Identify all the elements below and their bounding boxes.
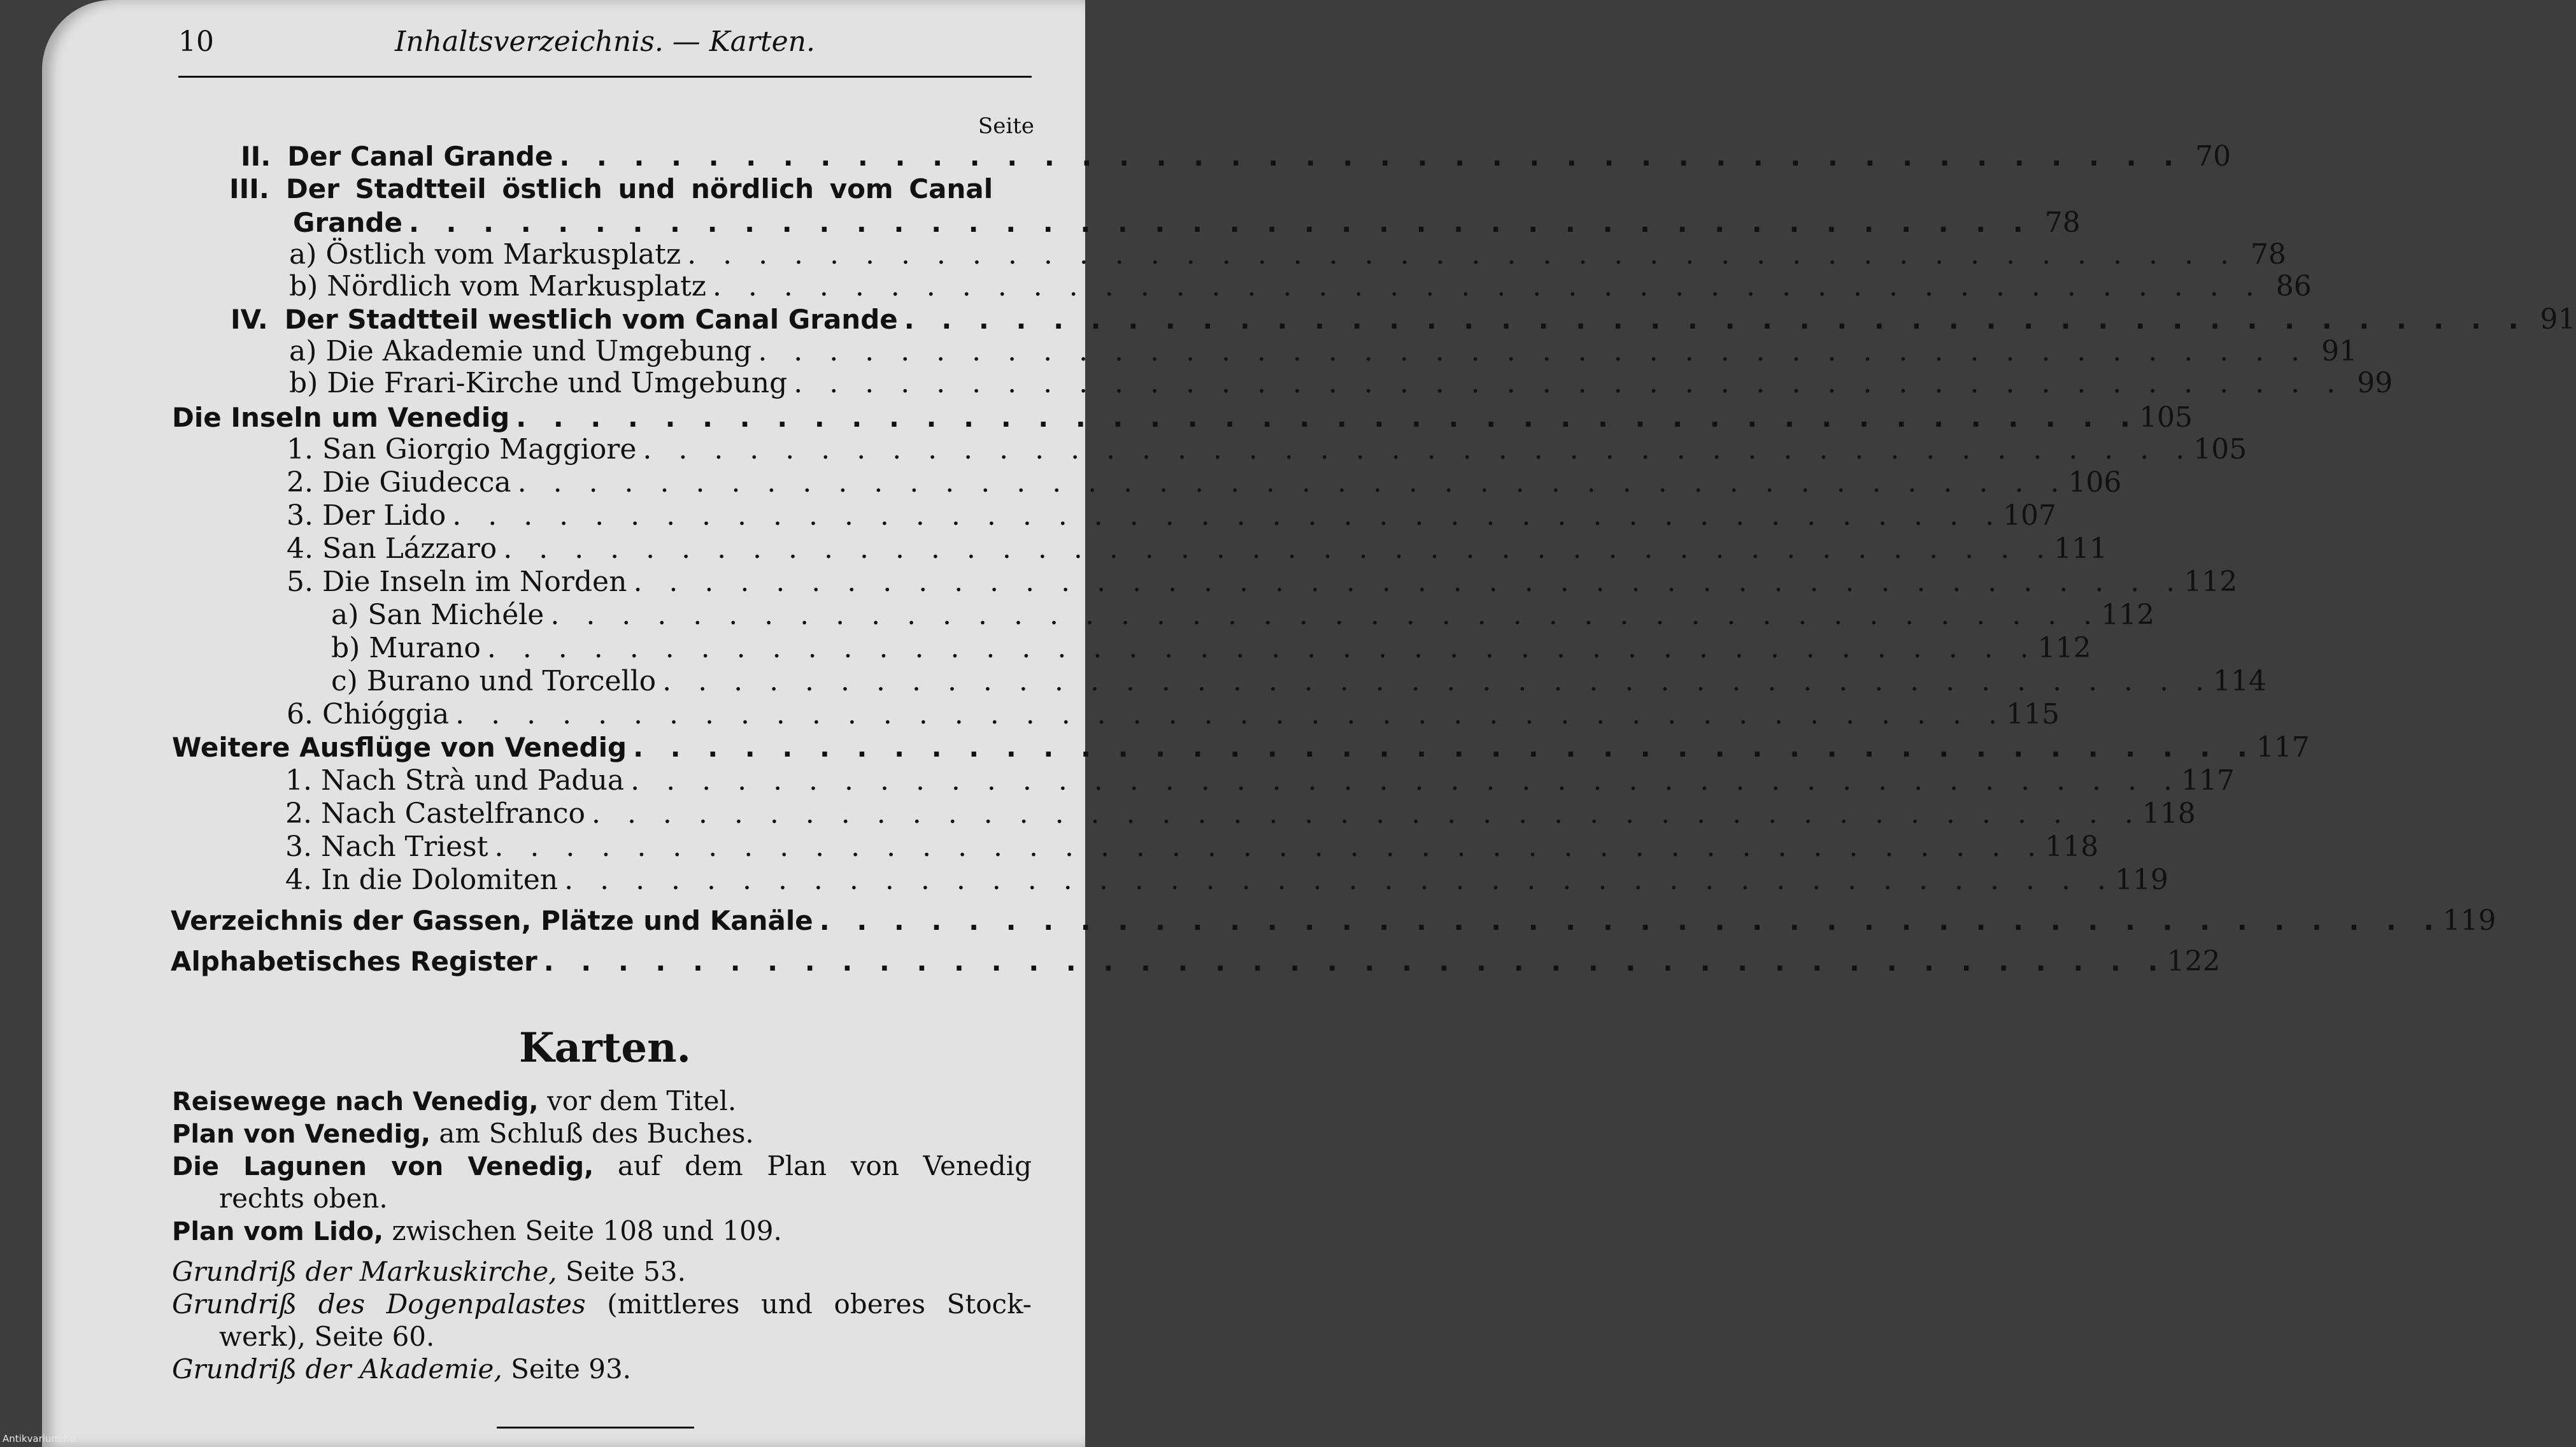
- toc-entry: [287, 698, 2060, 731]
- toc-entry: [331, 599, 2155, 632]
- toc-entry: [285, 864, 2168, 897]
- toc-entry: [285, 830, 2099, 864]
- toc-label: a) Die Akademie und Umgebung: [289, 335, 752, 367]
- map-entry: [172, 1256, 1032, 1287]
- toc-entry: [241, 140, 2231, 173]
- toc-entry: [287, 433, 2247, 466]
- end-rule: [497, 1427, 694, 1429]
- map-entry: [172, 1150, 1032, 1181]
- plan-title: Grundriß der Akademie,: [172, 1353, 502, 1385]
- leader-dots: . . . . . . . . . . . . . . . . . . . . . . . . . . . . . . . . . . . . . . . . . . . .: [793, 367, 2345, 399]
- toc-label: Die Inseln um Venedig: [172, 402, 510, 433]
- toc-label: 1. Nach Strà und Padua: [285, 764, 625, 797]
- toc-page: 122: [2167, 945, 2221, 978]
- toc-entry: [293, 206, 2081, 239]
- toc-entry: [231, 303, 2576, 336]
- toc-entry: [287, 466, 2122, 499]
- leader-dots: . . . . . . . . . . . . . . . . . . . . . . . . . . . . . . . . . . . . . . . . . . . .: [687, 238, 2238, 271]
- toc-entry: [289, 335, 2358, 368]
- toc-entry: [285, 764, 2235, 797]
- toc-label: 3. Nach Triest: [285, 830, 488, 863]
- toc-page: 114: [2212, 665, 2266, 697]
- toc-page: 105: [2138, 401, 2193, 434]
- leader-dots: . . . . . . . . . . . . . . . . . . . . . . . . . . . . . . . . . . . . . . . . . . . .: [517, 466, 2068, 499]
- toc-section: [171, 945, 2221, 978]
- plan-location: Seite 53.: [557, 1256, 686, 1287]
- toc-label: a) San Michéle: [331, 599, 544, 631]
- toc-page: 117: [2181, 764, 2235, 797]
- leader-dots: . . . . . . . . . . . . . . . . . . . . . . . . . . . . . . . . . . . . . . . . . . . .: [543, 946, 2167, 977]
- toc-label: b) Nördlich vom Markusplatz: [289, 270, 706, 303]
- map-location: vor dem Titel.: [538, 1085, 737, 1116]
- map-entry: [172, 1215, 1032, 1246]
- toc-page: 112: [2184, 566, 2238, 598]
- page-number: 10: [178, 25, 214, 58]
- toc-section: [172, 401, 2193, 434]
- map-location: zwischen Seite 108 und 109.: [383, 1215, 782, 1246]
- leader-dots: . . . . . . . . . . . . . . . . . . . . . . . . . . . . . . . . . . . . . . . . . . . .: [550, 599, 2102, 631]
- map-location: am Schluß des Buches.: [431, 1118, 754, 1149]
- toc-label: 4. In die Dolomiten: [285, 864, 559, 896]
- toc-page: 70: [2195, 140, 2231, 173]
- toc-page: 78: [2250, 238, 2286, 271]
- toc-section: [171, 904, 2496, 937]
- leader-dots: . . . . . . . . . . . . . . . . . . . . . . . . . . . . . . . . . . . . . . . . . . . .: [455, 698, 2006, 731]
- toc-label: Alphabetisches Register: [171, 946, 537, 977]
- toc-page: 118: [2142, 797, 2196, 830]
- leader-dots: . . . . . . . . . . . . . . . . . . . . . . . . . . . . . . . . . . . . . . . . . . . .: [516, 402, 2139, 433]
- toc-page: 112: [2101, 599, 2155, 631]
- toc-number: IV.: [231, 304, 268, 335]
- toc-page: 107: [2003, 499, 2057, 532]
- map-entry: [172, 1118, 1032, 1149]
- toc-entry: [287, 532, 2108, 566]
- leader-dots: . . . . . . . . . . . . . . . . . . . . . . . . . . . . . . . . . . . . . . . . . . . .: [559, 141, 2183, 172]
- leader-dots: . . . . . . . . . . . . . . . . . . . . . . . . . . . . . . . . . . . . . . . . . . . .: [591, 797, 2142, 830]
- toc-label: Weitere Ausflüge von Venedig: [172, 732, 627, 763]
- toc-label: Der Stadtteil östlich und nördlich vom Canal: [285, 173, 993, 204]
- toc-page: 91: [2540, 303, 2576, 336]
- leader-dots: . . . . . . . . . . . . . . . . . . . . . . . . . . . . . . . . . . . . . . . . . . . .: [633, 732, 2256, 763]
- toc-page: 119: [2442, 904, 2496, 937]
- toc-entry: [331, 632, 2091, 665]
- map-entry-continuation: werk), Seite 60.: [219, 1321, 435, 1352]
- toc-number: III.: [229, 173, 269, 204]
- map-entry: [172, 1085, 1032, 1116]
- toc-page: 106: [2068, 466, 2122, 499]
- toc-label: Der Stadtteil westlich vom Canal Grande: [284, 304, 898, 335]
- leader-dots: . . . . . . . . . . . . . . . . . . . . . . . . . . . . . . . . . . . . . . . . . . . .: [494, 830, 2046, 863]
- leader-dots: . . . . . . . . . . . . . . . . . . . . . . . . . . . . . . . . . . . . . . . . . . . .: [633, 566, 2184, 598]
- toc-page: 117: [2256, 731, 2310, 764]
- seite-label: Seite: [978, 113, 1034, 139]
- toc-entry: [289, 238, 2286, 271]
- toc-page: 119: [2114, 864, 2168, 896]
- toc-label: Grande: [293, 207, 402, 238]
- toc-label: 5. Die Inseln im Norden: [287, 566, 627, 598]
- toc-label: 2. Die Giudecca: [287, 466, 511, 499]
- leader-dots: . . . . . . . . . . . . . . . . . . . . . . . . . . . . . . . . . . . . . . . . . . . .: [819, 905, 2443, 936]
- map-entry: [172, 1288, 1032, 1320]
- toc-page: 111: [2054, 532, 2108, 565]
- toc-page: 105: [2193, 433, 2247, 466]
- page-header: [178, 25, 1032, 64]
- leader-dots: . . . . . . . . . . . . . . . . . . . . . . . . . . . . . . . . . . . . . . . . . . . .: [630, 764, 2181, 797]
- toc-label: 4. San Lázzaro: [287, 532, 497, 565]
- toc-number: II.: [241, 141, 271, 172]
- leader-dots: . . . . . . . . . . . . . . . . . . . . . . . . . . . . . . . . . . . . . . . . . . . .: [503, 532, 2054, 565]
- plan-location: (mittleres und oberes Stock-: [585, 1288, 1032, 1320]
- leader-dots: . . . . . . . . . . . . . . . . . . . . . . . . . . . . . . . . . . . . . . . . . . . .: [408, 207, 2032, 238]
- header-rule: [178, 76, 1032, 78]
- toc-entry: [289, 270, 2312, 303]
- running-title: Inhaltsverzeichnis. — Karten.: [395, 25, 815, 58]
- toc-entry: [289, 367, 2393, 400]
- toc-entry: [331, 665, 2266, 698]
- watermark: Antikvarium.hu: [3, 1433, 76, 1444]
- leader-dots: . . . . . . . . . . . . . . . . . . . . . . . . . . . . . . . . . . . . . . . . . . . .: [758, 335, 2309, 367]
- toc-page: 78: [2044, 206, 2081, 239]
- map-location: auf dem Plan von Venedig: [594, 1150, 1032, 1181]
- toc-section: [172, 731, 2310, 764]
- toc-label: 6. Chióggia: [287, 698, 450, 731]
- toc-label: 1. San Giorgio Maggiore: [287, 433, 637, 466]
- map-title: Reisewege nach Venedig,: [172, 1087, 539, 1116]
- map-entry: [172, 1353, 1032, 1385]
- toc-page: 115: [2005, 698, 2060, 731]
- plan-location: Seite 93.: [502, 1353, 632, 1385]
- toc-page: 118: [2045, 830, 2099, 863]
- toc-page: 86: [2275, 270, 2312, 303]
- leader-dots: . . . . . . . . . . . . . . . . . . . . . . . . . . . . . . . . . . . . . . . . . . . .: [487, 632, 2038, 664]
- toc-entry: [287, 566, 2238, 599]
- toc-label: 3. Der Lido: [287, 499, 446, 532]
- leader-dots: . . . . . . . . . . . . . . . . . . . . . . . . . . . . . . . . . . . . . . . . . . . .: [643, 433, 2194, 466]
- toc-label: c) Burano und Torcello: [331, 665, 657, 697]
- toc-entry: [285, 797, 2196, 830]
- toc-label: a) Östlich vom Markusplatz: [289, 238, 681, 271]
- leader-dots: . . . . . . . . . . . . . . . . . . . . . . . . . . . . . . . . . . . . . . . . . . . .: [452, 499, 2003, 532]
- toc-page: 99: [2357, 367, 2393, 399]
- toc-page: 112: [2037, 632, 2091, 664]
- map-title: Die Lagunen von Venedig,: [172, 1152, 594, 1181]
- map-title: Plan von Venedig,: [172, 1120, 431, 1149]
- map-entry-continuation: rechts oben.: [219, 1183, 388, 1214]
- toc-label: b) Die Frari-Kirche und Umgebung: [289, 367, 788, 399]
- toc-page: 91: [2321, 335, 2358, 367]
- leader-dots: . . . . . . . . . . . . . . . . . . . . . . . . . . . . . . . . . . . . . . . . . . . .: [564, 864, 2115, 896]
- leader-dots: . . . . . . . . . . . . . . . . . . . . . . . . . . . . . . . . . . . . . . . . . . . .: [904, 304, 2528, 335]
- plan-title: Grundriß des Dogenpalastes: [172, 1288, 586, 1320]
- plan-title: Grundriß der Markuskirche,: [172, 1256, 557, 1287]
- map-title: Plan vom Lido,: [172, 1217, 384, 1246]
- toc-label: b) Murano: [331, 632, 481, 664]
- karten-heading: Karten.: [519, 1024, 691, 1072]
- toc-entry: [287, 499, 2057, 532]
- toc-label: Verzeichnis der Gassen, Plätze und Kanäle: [171, 905, 813, 936]
- leader-dots: . . . . . . . . . . . . . . . . . . . . . . . . . . . . . . . . . . . . . . . . . . . .: [662, 665, 2213, 697]
- toc-label: Der Canal Grande: [287, 141, 553, 172]
- toc-entry: [229, 173, 1037, 206]
- leader-dots: . . . . . . . . . . . . . . . . . . . . . . . . . . . . . . . . . . . . . . . . . . . .: [712, 270, 2263, 303]
- toc-label: 2. Nach Castelfranco: [285, 797, 585, 830]
